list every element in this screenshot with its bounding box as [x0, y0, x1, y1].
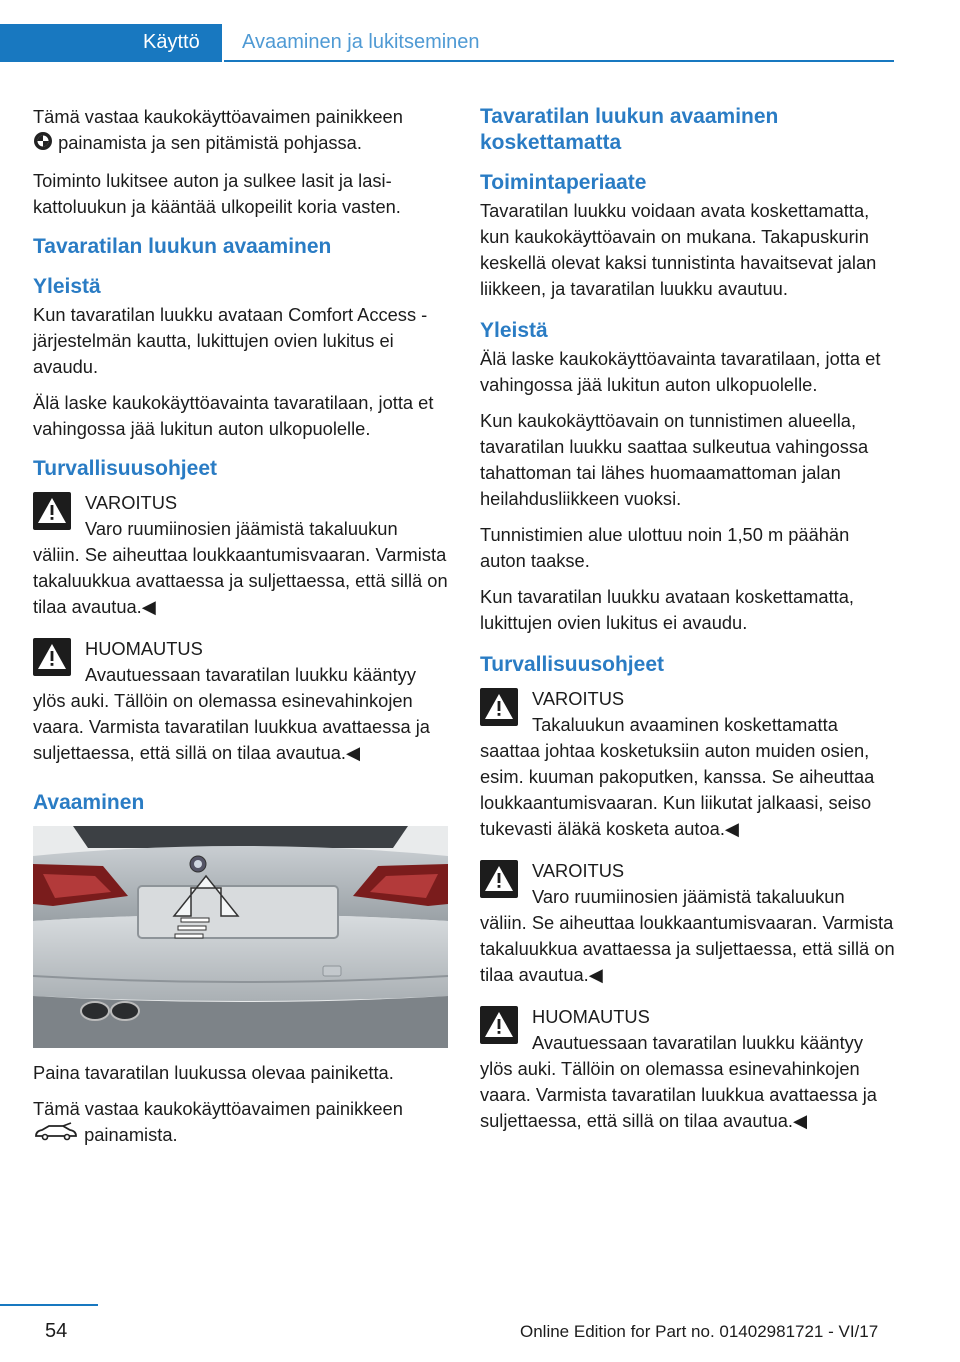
sensor-range-text: Tunnistimien alue ulottuu noin 1,50 m päähän auton taakse.	[480, 524, 850, 571]
notice-text: Avautuessaan tavaratilan luukku kääntyy ylös auki. Tällöin on olemassa esinevahinkojen vaara. Varmista tavaratilan luukkua avattaessa ja suljettaessa, että sillä on tilaa avautua.◀	[33, 663, 430, 763]
safety-heading: Turvallisuusohjeet	[33, 456, 217, 480]
notice-title: HUOMAUTUS	[85, 637, 203, 659]
notice-block-right	[480, 1004, 895, 1134]
notice-block	[33, 636, 448, 766]
warning-title: VAROITUS	[532, 688, 625, 709]
general-heading-right: Yleistä	[480, 319, 548, 342]
header-rule	[224, 60, 894, 62]
trunk-opening-heading: Tavaratilan luukun avaaminen	[33, 234, 332, 258]
car-trunk-icon	[33, 1122, 79, 1149]
left-column	[33, 104, 448, 1159]
unlock-text: Kun tavaratilan luukku avataan koskettamatta, lukittujen ovien lukitus ei avaudu.	[480, 586, 854, 633]
notice-title: HUOMAUTUS	[532, 1006, 650, 1027]
car-rear-illustration	[33, 826, 448, 1048]
opening-heading: Avaaminen	[33, 790, 145, 814]
trunk-text-1: Tämä vastaa kaukokäyttöavaimen painikkeen	[33, 1097, 403, 1119]
page-header	[0, 24, 894, 64]
lock-function-text: Toiminto lukitsee auton ja sulkee lasit ja lasikattoluukun ja kääntää ulkopeilit koria vasten.	[33, 169, 401, 217]
safety-heading-right: Turvallisuusohjeet	[480, 653, 664, 676]
trunk-text-2: painamista.	[84, 1123, 178, 1145]
warning-title: VAROITUS	[85, 491, 178, 513]
comfort-access-text: Kun tavaratilan luukku avataan Comfort Access -järjestelmän kautta, lukittujen ovien lukitus ei avaudu.	[33, 303, 428, 377]
sensor-area-text: Kun kaukokäyttöavain on tunnistimen alueella, tavaratilan luukku saattaa sulkeutua vahingossa tahattoman tai lähes huomaamattoman jalan heilahdusliikkeen vuoksi.	[480, 410, 869, 509]
key-warning-text: Älä laske kaukokäyttöavainta tavaratilaan, jotta et vahingossa jää lukitun auton ulkopuolelle.	[33, 391, 434, 439]
warning-triangle-icon	[480, 688, 518, 726]
warning-text: Varo ruumiinosien jäämistä takaluukun väliin. Se aiheuttaa loukkaantumisvaaran. Varmista takaluukkua avattaessa ja suljettaessa, että sillä on tilaa avautua.◀	[480, 886, 895, 985]
warning-triangle-icon	[480, 860, 518, 898]
press-button-text: Paina tavaratilan luukussa olevaa painiketta.	[33, 1061, 394, 1083]
lock-text-1: Tämä vastaa kaukokäyttöavaimen painikkeen	[33, 106, 403, 127]
notice-text: Avautuessaan tavaratilan luukku kääntyy ylös auki. Tällöin on olemassa esinevahinkojen vaara. Varmista tavaratilan luukkua avattaessa ja suljettaessa, että sillä on tilaa avautua.◀	[480, 1032, 877, 1131]
general-heading: Yleistä	[33, 274, 101, 298]
right-column	[480, 104, 895, 1144]
edition-text: Online Edition for Part no. 01402981721 - VI/17	[520, 1322, 879, 1341]
lock-text-2: painamista ja sen pitämistä pohjassa.	[58, 132, 362, 153]
section-tab: Käyttö	[0, 24, 222, 62]
footer-rule	[0, 1304, 98, 1306]
principle-text: Tavaratilan luukku voidaan avata koskettamatta, kun kaukokäyttöavain on mukana. Takapuskurin keskellä olevat kaksi tunnistinta havaitsevat jalan liikkeen, ja tavaratilan luukku avautuu.	[480, 200, 877, 299]
chapter-title: Avaaminen ja lukitseminen	[242, 31, 480, 53]
warning-block	[33, 490, 448, 620]
warning-text: Takaluukun avaaminen koskettamatta saattaa johtaa kosketuksiin auton muiden osien, esim. kuuman pakoputken, kanssa. Se aiheuttaa loukkaantumisvaaran. Kun liikutat jalkaasi, seiso tukevasti äläkä kosketa autoa.◀	[480, 714, 875, 839]
warning-triangle-icon	[33, 492, 71, 530]
trunk-button-paragraph	[33, 1096, 448, 1150]
lock-paragraph	[33, 104, 448, 158]
principle-heading: Toimintaperiaate	[480, 171, 647, 194]
warning-triangle-icon	[480, 1006, 518, 1044]
touchless-heading: Tavaratilan luukun avaaminen koskettamatta	[480, 105, 779, 154]
warning-title: VAROITUS	[532, 860, 625, 881]
warning-text: Varo ruumiinosien jäämistä takaluukun väliin. Se aiheuttaa loukkaantumisvaaran. Varmista takaluukkua avattaessa ja suljettaessa, että sillä on tilaa avautua.◀	[33, 517, 448, 617]
warning-block-2	[480, 858, 895, 988]
page-number: 54	[45, 1320, 68, 1342]
bmw-lock-icon	[33, 131, 53, 158]
warning-triangle-icon	[33, 638, 71, 676]
warning-block-1	[480, 686, 895, 842]
key-warning-text-right: Älä laske kaukokäyttöavainta tavaratilaan, jotta et vahingossa jää lukitun auton ulkopuolelle.	[480, 348, 881, 395]
